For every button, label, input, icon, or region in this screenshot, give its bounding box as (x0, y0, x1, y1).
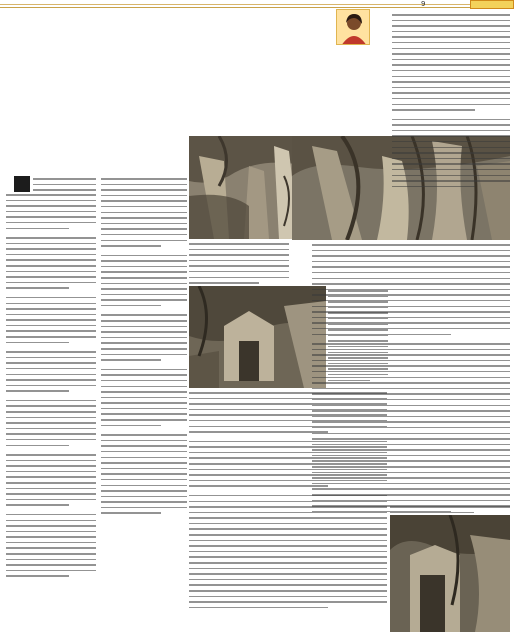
article-column-2-lines (101, 178, 187, 518)
author-photo (336, 9, 370, 45)
temple-ruins-photo-top (189, 136, 307, 239)
article-column-4-lines-bottom (390, 506, 510, 517)
masthead-logo (470, 0, 514, 9)
article-column-4-lines-top (392, 14, 510, 191)
article-column-1-lines-body (6, 194, 96, 581)
article-column-4-lines-middle (312, 244, 510, 516)
page-number: 9 (421, 0, 426, 8)
top-bar (0, 0, 514, 8)
temple-ruins-photo-bottom (390, 515, 510, 632)
article-column-3-lines-top (189, 243, 289, 288)
top-rule (0, 4, 470, 5)
author-portrait-icon (337, 10, 370, 45)
